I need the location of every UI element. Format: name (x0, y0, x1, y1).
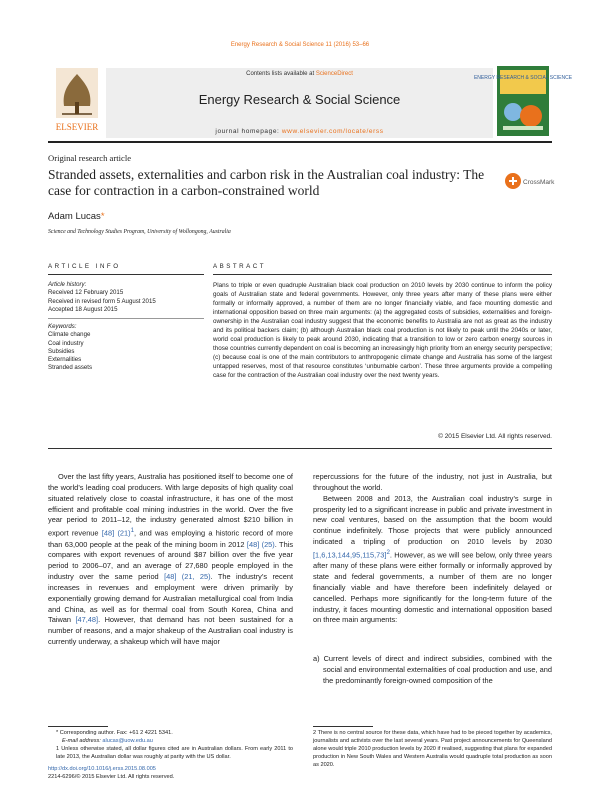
masthead-rule (48, 141, 552, 143)
abstract-text: Plans to triple or even quadruple Australian black coal production on 2010 levels by 2030 continue to inform the policy goals of Australian state and federal governments. However, only three years after many of these plans were either formally or informally approved, a number of them are no longer financially viable, and face mounting domestic and international opposition based on three main arguments: (a) the aggregated costs of subsidies, externalities and foreign-ownership in the Australian coal industry suggest that the economic benefits to Australia are not as great as the industry and its political backers claim; (b) although Australian black coal production is not likely to peak until the 2040s or later, world coal production is likely to peak around 2030, indicating that a transition to low or zero carbon energy sources in those countries currently dependent on coal is becoming an increasingly high priority from an energy security perspective; (c) because coal is one of the main contributors to anthropogenic climate change and Australia has some of the largest untapped reserves, most of that resource constitutes ‘unburnable carbon’. These three arguments provide a compelling case for the contraction of the Australian coal industry over the next twenty years. (213, 282, 552, 379)
body-text: Between 2008 and 2013, the Australian coal industry’s surge in prosperity led to a significant increase in public and private investment in new coal ventures, based on the assumption that the boom would continue indefinitely. Those projects that were publicly announced indicated a tripling of production on 2010 levels by 2030 (313, 493, 552, 547)
body-left-column (48, 472, 293, 648)
citation-link[interactable]: [48] (21, 25) (164, 572, 211, 582)
abstract-copyright: © 2015 Elsevier Ltd. All rights reserved. (438, 433, 552, 440)
abstract-bottom-rule (48, 448, 552, 449)
journal-title: Energy Research & Social Science (198, 92, 401, 107)
elsevier-logo (50, 66, 104, 136)
keyword: Climate change (48, 331, 91, 339)
info-rule (48, 274, 204, 275)
citation-link[interactable]: [48] (21) (101, 528, 131, 538)
journal-cover-image (473, 66, 573, 136)
contents-prefix: Contents lists available at (246, 71, 315, 77)
crossmark-label: CrossMark (523, 179, 555, 186)
journal-homepage (106, 128, 493, 135)
abstract-heading: ABSTRACT (213, 263, 267, 270)
footnotes-left (48, 729, 293, 781)
contents-line (106, 71, 493, 77)
running-header: Energy Research & Social Science 11 (2016) 53–66 (230, 42, 370, 48)
homepage-prefix: journal homepage: (215, 128, 280, 135)
keyword: Externalities (48, 356, 82, 364)
keyword: Coal industry (48, 339, 84, 347)
footnote-2: 2 There is no central source for these data, which have had to be pieced together by academics, journalists and activists over the last several years. Past project announcements for Queensland alone would triple 2010 production levels by 2020 if realised, suggesting that plans for expanded production in New South Wales and Western Australia would quadruple total production as soon as 2020. (313, 730, 552, 768)
footnote-1: 1 Unless otherwise stated, all dollar figures cited are in Australian dollars. From early 2011 to late 2013, the Australian dollar was roughly at parity with the US dollar. (56, 746, 293, 760)
issn-line: 2214-6296/© 2015 Elsevier Ltd. All rights reserved. (48, 774, 175, 780)
body-paragraph (313, 494, 552, 627)
article-info-heading: ARTICLE INFO (48, 263, 121, 270)
body-text: . However, that demand has not been sustained for a number of reasons, and a major shakeup of the Australian coal industry is currently underway, a shakeup which will have major (48, 615, 293, 647)
history-item: Received in revised form 5 August 2015 (48, 297, 156, 305)
body-paragraph (48, 472, 293, 648)
corresponding-author-note: * Corresponding author. Fax: +61 2 4221 5341. (56, 730, 173, 736)
body-text: . This compares with export revenues of around $87 billion over the five year period to 2006–07, and an average of 27,680 people employed in the industry over the same period (48, 539, 294, 582)
body-text: . However, as we will see below, only three years after many of these plans were either formally or informally approved by state and federal governments, a number of them are no longer financially viable and have therefore been indefinitely delayed or cancelled. Perhaps more significantly for the long-term future of the industry, it faces mounting domestic and international opposition based on three main arguments: (313, 550, 552, 625)
author-name: Adam Lucas (48, 211, 101, 222)
keyword: Stranded assets (48, 364, 93, 372)
keywords-block (48, 323, 204, 373)
abstract-rule (213, 274, 552, 275)
article-history (48, 281, 204, 314)
history-item: Received 12 February 2015 (48, 289, 124, 297)
citation-link[interactable]: [47,48] (75, 615, 99, 625)
article-title: Stranded assets, externalities and carbon risk in the Australian coal industry: The case for contraction in a carbon-constrained world (48, 167, 485, 198)
author-mark[interactable]: * (100, 211, 105, 222)
citation-link[interactable]: [48] (25) (246, 539, 275, 549)
email-label: E-mail address: (62, 738, 101, 744)
homepage-link[interactable]: www.elsevier.com/locate/erss (281, 128, 384, 135)
footnote-ref[interactable]: 2 (386, 548, 390, 556)
sciencedirect-link[interactable]: ScienceDirect (315, 71, 353, 77)
argument-list-item: a) Current levels of direct and indirect subsidies, combined with the social and environmental externalities of coal production and use, and the predominantly foreign-owned composition of the (313, 654, 552, 685)
email-link[interactable]: alucas@uow.edu.au (102, 738, 153, 744)
body-right-column (313, 472, 552, 626)
keywords-label: Keywords: (48, 323, 77, 330)
history-item: Accepted 18 August 2015 (48, 305, 118, 313)
doi-link[interactable]: http://dx.doi.org/10.1016/j.erss.2015.08.005 (48, 766, 156, 772)
crossmark-icon[interactable] (503, 171, 555, 191)
elsevier-wordmark: ELSEVIER (55, 122, 99, 132)
body-paragraph: repercussions for the future of the industry, not just in Australia, but throughout the world. (313, 472, 552, 492)
body-text: , and was employing a historic record of more than 63,000 people at the peak of the mining boom in 2012 (48, 528, 293, 549)
citation-link[interactable]: [1,6,13,144,95,115,73] (313, 550, 387, 560)
body-text: . The industry’s recent increases in revenues and employment were driven primarily by exponentially growing demand for Australian metallurgical coal from India and China, as well as for thermal coal from South Korea, China and Taiwan (48, 572, 293, 625)
body-text: Over the last fifty years, Australia has positioned itself to become one of the world’s leading coal producers. With large deposits of high quality coal situated relatively close to coastal infrastructure, it has one of the most efficient and profitable coal mining industries in the world. Over the five year period to 2011–12, the industry generated almost $210 billion in export revenue (48, 472, 293, 538)
affiliation: Science and Technology Studies Program, University of Wollongong, Australia (48, 229, 231, 235)
author-line (48, 211, 105, 222)
history-label: Article history: (48, 281, 87, 288)
keyword: Subsidies (48, 347, 75, 355)
footnote-ref[interactable]: 1 (130, 527, 135, 535)
email-line (48, 737, 293, 745)
cover-title: ENERGY RESEARCH & SOCIAL SCIENCE (473, 75, 573, 81)
article-type: Original research article (48, 153, 132, 163)
